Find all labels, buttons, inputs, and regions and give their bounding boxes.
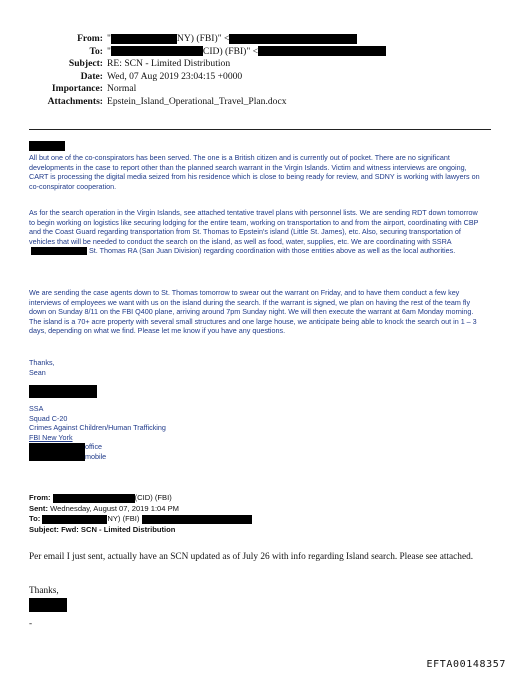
from-value: NY) (FBI)"	[176, 33, 222, 44]
to-label: To:	[89, 45, 103, 57]
redaction-block	[29, 452, 85, 461]
redaction-block	[42, 515, 107, 524]
subject-value: RE: SCN - Limited Distribution	[107, 58, 231, 70]
redaction-block	[111, 46, 203, 56]
redaction-block	[111, 34, 177, 44]
office-phone-label: office	[85, 442, 103, 451]
body-paragraph-1: All but one of the co-conspirators has been served. The one is a British citizen and is currently out of pocket. There are no significant developments in the case to report other than the planned search warrant in the Virgin Islands. Victim and witness interviews are ongoing, CART is processing the digital media seized from his residence which is close to being ready for review, and SDNY is working with lawyers on co-conspirator cooperation.	[29, 153, 480, 191]
redaction-block	[258, 46, 386, 56]
signature-title: SSA	[29, 404, 44, 413]
from-row: From: " NY) (FBI)" <	[0, 33, 512, 46]
signature-office: FBI New York	[29, 432, 73, 442]
redaction-block	[31, 247, 87, 255]
fwd-to-label: To:	[29, 514, 41, 523]
attachments-row	[0, 96, 512, 109]
attachments-label: Attachments:	[47, 95, 103, 107]
bates-number: EFTA00148357	[426, 659, 506, 670]
signature-block	[29, 404, 329, 461]
fwd-subject-label: Subject:	[29, 524, 59, 534]
importance-value: Normal	[107, 83, 137, 95]
closing-thanks: Thanks,	[29, 358, 55, 367]
importance-label: Importance:	[51, 83, 103, 95]
redaction-block	[29, 141, 65, 151]
signature-squad: Squad C-20	[29, 413, 68, 423]
email-header	[0, 33, 512, 109]
fwd-sent-label: Sent:	[29, 503, 48, 513]
importance-row	[0, 83, 512, 96]
subject-row	[0, 58, 512, 71]
forward-header	[29, 493, 252, 535]
redaction-block	[53, 494, 135, 503]
closing	[29, 358, 329, 377]
header-divider	[29, 129, 491, 130]
closing-name: Sean	[29, 367, 46, 377]
date-label: Date:	[80, 70, 103, 82]
body-paragraph-3: We are sending the case agents down to St. Thomas tomorrow to swear out the warrant on Friday, and to have them conduct a few key interviews of employees we want with us on the island during the search. If the warrant is signed, we plan on having the rest of the team fly down on Sunday 8/11 on the FBI Q400 plane, arriving around 7pm Sunday night. We will then execute the warrant at 6am Monday morning. The island is a 70+ acre property with several small structures and one large house, we anticipate being able to knock the search out in 1 – 3 days, depending on what we find. Please let me know if you have any questions.	[29, 288, 477, 335]
attachment-link[interactable]: Epstein_Island_Operational_Travel_Plan.docx	[107, 95, 287, 107]
from-label: From:	[77, 33, 103, 44]
redaction-block	[29, 385, 97, 398]
redaction-block	[142, 515, 252, 524]
fwd-from-value: (CID) (FBI)	[134, 493, 172, 502]
to-row: To: " CID) (FBI)" <	[0, 46, 512, 59]
date-row	[0, 71, 512, 84]
subject-label: Subject:	[68, 58, 103, 70]
signature-unit: Crimes Against Children/Human Trafficking	[29, 423, 166, 432]
mobile-phone-label: mobile	[85, 451, 107, 461]
fwd-from-label: From:	[29, 493, 51, 502]
body-paragraph-2: As for the search operation in the Virgin Islands, see attached tentative travel plans with personnel lists. We are sending RDT down tomorrow to begin working on logistics like securing lodging for the entire team, working on transportation to and from the airport, coordinating with CBP and the Coast Guard regarding transportation from St. Thomas to Epstein's island (Little St. James), etc. Also, securing transportation of vehicles that will be needed to conduct the search on the island, as well as food, water, supplies, etc. We are coordinating with SSRASt. Thomas RA (San Juan Division) regarding coordination with those entities above as well as the local authorities.	[29, 208, 479, 255]
date-value: Wed, 07 Aug 2019 23:04:15 +0000	[107, 70, 243, 82]
forward-thanks: Thanks,	[29, 586, 59, 596]
forward-body-text: Per email I just sent, actually have an SCN updated as of July 26 with info regarding Island search. Please see attached.	[29, 552, 474, 562]
forward-dash: -	[29, 619, 33, 629]
redaction-block	[29, 598, 67, 612]
to-value: CID) (FBI)"	[202, 45, 251, 57]
redaction-block	[29, 443, 85, 452]
fwd-sent-value: Wednesday, August 07, 2019 1:04 PM	[50, 503, 180, 513]
redaction-block	[229, 34, 357, 44]
fwd-to-value: NY) (FBI)	[107, 514, 140, 523]
fwd-subject-value: Fwd: SCN - Limited Distribution	[61, 524, 176, 534]
